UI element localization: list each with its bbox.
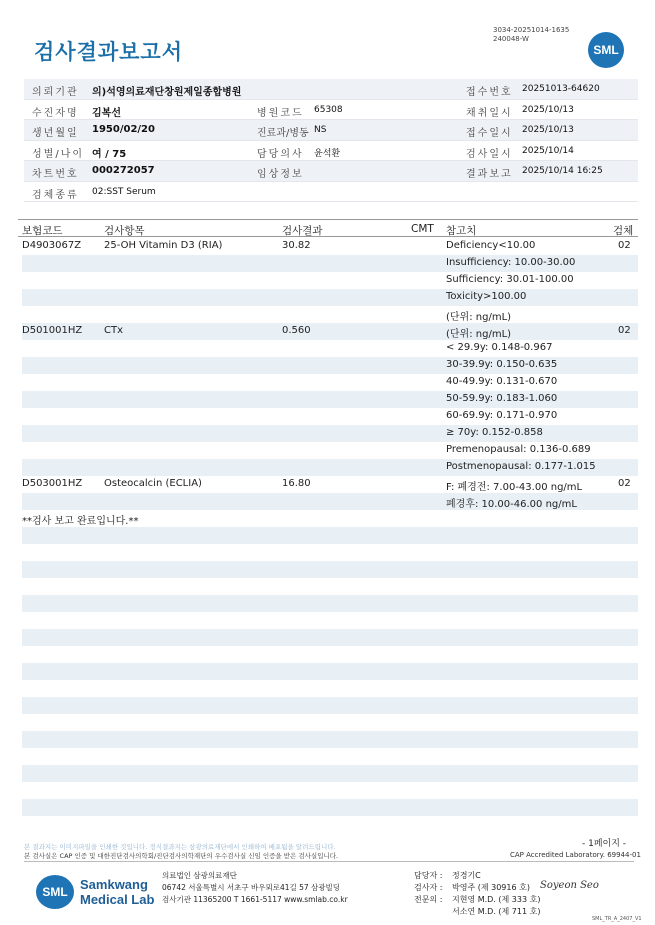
report-title: 검사결과보고서: [34, 40, 184, 64]
cell-ref: Deficiency<10.00: [446, 240, 536, 251]
table-row: [22, 391, 638, 408]
doctor-value: 윤석환: [314, 148, 341, 159]
report-code: 3034-20251014-1635 240048-W: [493, 26, 570, 43]
staff-info: 담당자 : 정경기C 검사자 : 박영주 (제 30916 호) 전문의 : 지현영 M.D. (제 333 호) 서소연 M.D. (제 711 호): [414, 871, 541, 916]
cell-specimen: 02: [618, 478, 631, 489]
table-row: [22, 408, 638, 425]
cell-ref: < 29.9y: 0.148-0.967: [446, 342, 553, 353]
patient-info: [24, 79, 638, 202]
cell-ref: 30-39.9y: 0.150-0.635: [446, 359, 558, 370]
cell-code: **검사 보고 완료입니다.**: [22, 516, 139, 527]
tester: 박영주 (제 30916 호): [452, 883, 530, 892]
table-row: [22, 765, 638, 782]
cell-ref: 40-49.9y: 0.131-0.670: [446, 376, 558, 387]
info-row: [24, 100, 638, 121]
table-row: [22, 561, 638, 578]
manager: 정경기C: [452, 871, 481, 880]
table-row: [22, 748, 638, 765]
col-result: 검사결과: [282, 225, 323, 237]
sex-age-label: 성별/나이: [32, 148, 85, 160]
table-row: [22, 357, 638, 374]
table-row: [22, 425, 638, 442]
hospital-label: 의뢰기관: [32, 87, 79, 98]
footer-divider: [24, 861, 634, 862]
table-row: [22, 476, 638, 493]
cell-ref: 60-69.9y: 0.171-0.970: [446, 410, 558, 421]
dob-value: 1950/02/20: [92, 124, 155, 135]
specimen-label: 검체종류: [32, 189, 79, 201]
org-address: [162, 870, 348, 906]
cell-ref: F: 폐경전: 7.00-43.00 ng/mL: [446, 482, 583, 493]
table-row: [22, 680, 638, 697]
clinical-label: 임상정보: [257, 169, 304, 180]
table-row: [22, 306, 638, 323]
sex-age-value: 여 / 75: [92, 148, 127, 160]
patient-label: 수진자명: [32, 107, 79, 119]
hospital-code-value: 65308: [314, 104, 343, 115]
cell-ref: 폐경후: 10.00-46.00 ng/mL: [446, 499, 577, 510]
dob-label: 생년월일: [32, 128, 79, 139]
cell-item: 25-OH Vitamin D3 (RIA): [104, 240, 223, 251]
test-date-value: 2025/10/14: [522, 145, 574, 156]
table-row: [22, 289, 638, 306]
brand-name: Samkwang Medical Lab: [80, 877, 155, 907]
results-table: [22, 238, 638, 816]
hospital-value: 의)석영의료재단창원제일종합병원: [92, 87, 242, 98]
table-row: [22, 714, 638, 731]
form-code: SML_TR_A_2407_V1: [592, 916, 642, 922]
receipt-label: 접수번호: [466, 87, 513, 98]
col-specimen: 검체: [613, 225, 634, 237]
table-row: [22, 459, 638, 476]
org-name: 의료법인 삼광의료재단: [162, 871, 237, 880]
collect-label: 채취일시: [466, 107, 513, 119]
cell-specimen: 02: [618, 240, 631, 251]
signature: Soyeon Seo: [540, 880, 599, 891]
org-info: 검사기관 11365200 T 1661-5117 www.smlab.co.kr: [162, 895, 348, 904]
receive-label: 접수일시: [466, 128, 513, 139]
cell-result: 30.82: [282, 240, 311, 251]
dept-value: NS: [314, 125, 327, 135]
cell-result: 16.80: [282, 478, 311, 489]
report-date-value: 2025/10/14 16:25: [522, 166, 603, 176]
table-row: [22, 442, 638, 459]
table-row: [22, 238, 638, 255]
table-row: [22, 255, 638, 272]
table-row: [22, 731, 638, 748]
cell-item: Osteocalcin (ECLIA): [104, 478, 202, 489]
cell-ref: Toxicity>100.00: [446, 291, 527, 302]
sml-footer-logo: SML: [36, 875, 74, 909]
cell-result: 0.560: [282, 325, 311, 336]
table-row: [22, 340, 638, 357]
col-code: 보험코드: [22, 225, 63, 237]
table-row: [22, 697, 638, 714]
sml-logo: SML: [588, 32, 624, 68]
table-row: [22, 272, 638, 289]
hospital-code-label: 병원코드: [257, 107, 304, 119]
info-row: [24, 79, 638, 100]
report-date-label: 결과보고: [466, 169, 513, 180]
table-row: [22, 578, 638, 595]
table-row: [22, 595, 638, 612]
col-item: 검사항목: [104, 225, 145, 237]
info-row: [24, 161, 638, 182]
table-row: [22, 663, 638, 680]
table-row: [22, 493, 638, 510]
table-row: [22, 544, 638, 561]
results-header: [18, 219, 638, 237]
table-row: [22, 629, 638, 646]
cell-code: D501001HZ: [22, 325, 83, 336]
cell-ref: (단위: ng/mL): [446, 329, 512, 340]
cell-ref: ≥ 70y: 0.152-0.858: [446, 427, 543, 438]
cell-ref: (단위: ng/mL): [446, 312, 512, 323]
cell-ref: Sufficiency: 30.01-100.00: [446, 274, 574, 285]
patient-value: 김복선: [92, 107, 121, 119]
cell-ref: Insufficiency: 10.00-30.00: [446, 257, 576, 268]
print-notice: 본 결과지는 이미지파일을 인쇄한 것입니다. 정식결과지는 삼광의료재단에서 인쇄하여 배포됨을 알려드립니다.: [24, 843, 336, 851]
cell-ref: Premenopausal: 0.136-0.689: [446, 444, 591, 455]
table-row: [22, 527, 638, 544]
dept-label: 진료과/병동: [257, 128, 309, 139]
col-ref: 참고치: [446, 225, 477, 237]
accreditation-notice: 본 검사실은 CAP 인증 및 대한진단검사의학회/진단검사의학재단의 우수검사실 신임 인증을 받은 검사실입니다.: [24, 852, 339, 860]
page-number: - 1페이지 -: [582, 839, 627, 849]
table-row: [22, 799, 638, 816]
cell-ref: Postmenopausal: 0.177-1.015: [446, 461, 596, 472]
collect-value: 2025/10/13: [522, 104, 574, 115]
chart-label: 차트번호: [32, 169, 79, 180]
expert-1: 지현영 M.D. (제 333 호): [452, 895, 541, 904]
info-row: [24, 182, 638, 203]
chart-value: 000272057: [92, 165, 155, 176]
cell-item: CTx: [104, 325, 124, 336]
specimen-value: 02:SST Serum: [92, 186, 156, 197]
info-row: [24, 120, 638, 141]
address: 06742 서울특별시 서초구 바우뫼로41길 57 삼광빌딩: [162, 883, 341, 892]
table-row: [22, 782, 638, 799]
table-row: [22, 646, 638, 663]
table-row: [22, 510, 638, 527]
doctor-label: 담당의사: [257, 148, 304, 160]
cell-code: D4903067Z: [22, 240, 82, 251]
cell-specimen: 02: [618, 325, 631, 336]
receive-value: 2025/10/13: [522, 125, 574, 135]
receipt-value: 20251013-64620: [522, 84, 600, 94]
info-row: [24, 141, 638, 162]
expert-2: 서소연 M.D. (제 711 호): [452, 907, 541, 916]
table-row: [22, 323, 638, 340]
col-cmt: CMT: [411, 223, 434, 235]
table-row: [22, 612, 638, 629]
cell-code: D503001HZ: [22, 478, 83, 489]
table-row: [22, 374, 638, 391]
test-date-label: 검사일시: [466, 148, 513, 160]
cap-accreditation: CAP Accredited Laboratory. 69944-01: [510, 851, 641, 859]
cell-ref: 50-59.9y: 0.183-1.060: [446, 393, 558, 404]
